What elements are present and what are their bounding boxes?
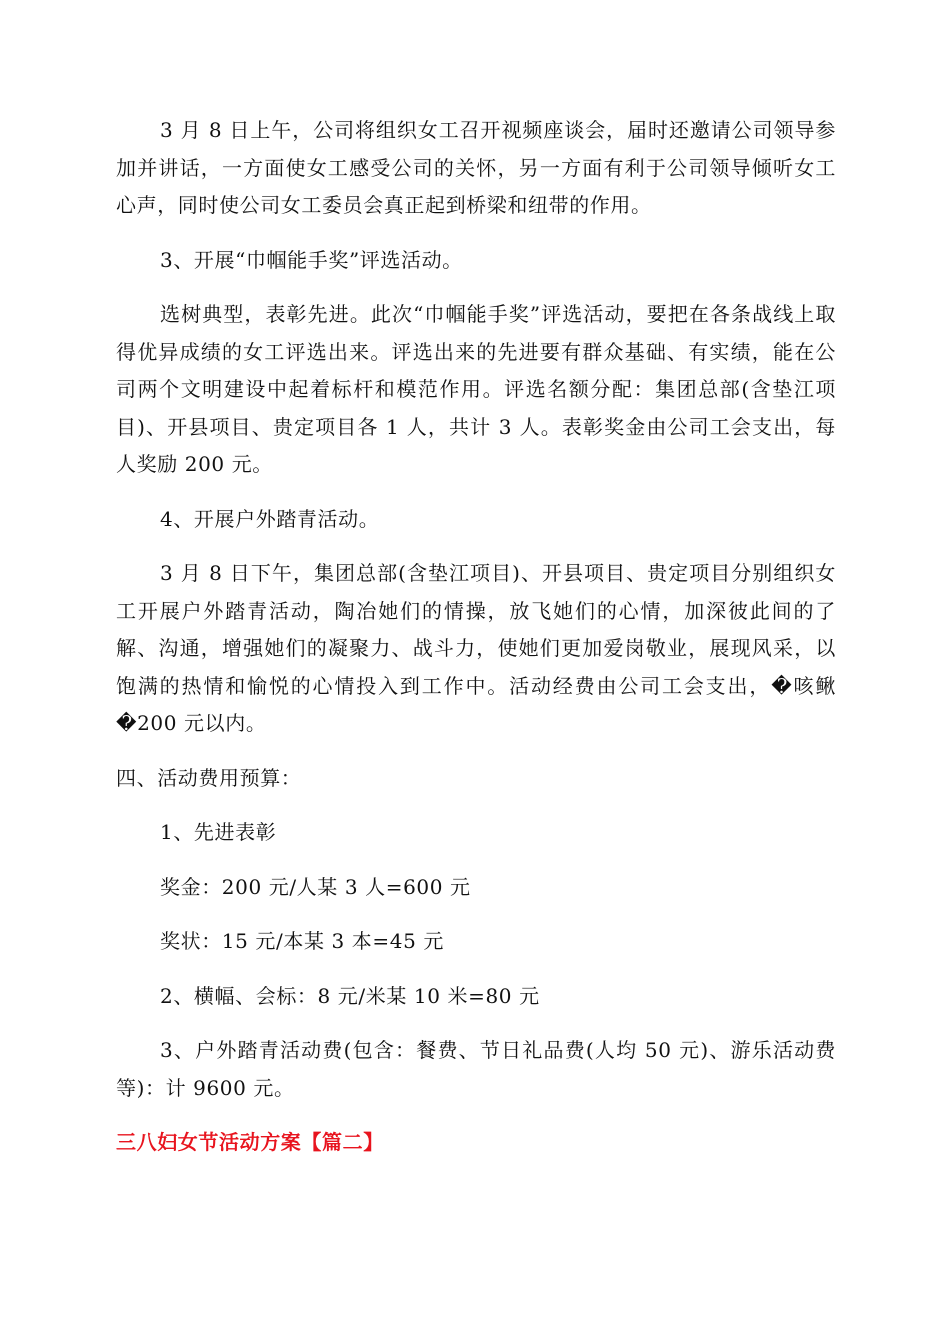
paragraph-budget-bonus: 奖金：200 元/人某 3 人=600 元	[160, 874, 471, 899]
paragraph-budget-certificate: 奖状：15 元/本某 3 本=45 元	[160, 929, 444, 953]
paragraph-outing-details: 3 月 8 日下午，集团总部(含垫江项目)、开县项目、贵定项目分别组织女工开展户外踏青活动，陶冶她们的情操，放飞她们的心情，加深彼此间的了解、沟通，增强她们的凝聚力、战斗力，使她们更加爱岗敬业，展现风采，以饱满的热情和愉悦的心情投入到工作中。活动经费由公司工会支出，�咳鳅�200 元以内。	[116, 561, 836, 735]
paragraph-award-title: 3、开展“巾帼能手奖”评选活动。	[160, 247, 463, 272]
paragraph-award-details: 选树典型，表彰先进。此次“巾帼能手奖”评选活动，要把在各条战线上取得优异成绩的女工评选出来。评选出来的先进要有群众基础、有实绩，能在公司两个文明建设中起着标杆和模范作用。评选名额分配：集团总部(含垫江项目)、开县项目、贵定项目各 1 人，共计 3 人。表彰奖金由公司工会支出，每人奖励 200 元。	[116, 302, 836, 476]
paragraph-budget-banner: 2、横幅、会标：8 元/米某 10 米=80 元	[160, 983, 540, 1008]
paragraph-budget-heading: 四、活动费用预算：	[116, 765, 302, 790]
section-heading: 三八妇女节活动方案【篇二】	[116, 1130, 384, 1154]
paragraph-outing-title: 4、开展户外踏青活动。	[160, 506, 380, 531]
paragraph-video-meeting: 3 月 8 日上午，公司将组织女工召开视频座谈会，届时还邀请公司领导参加并讲话，一方面使女工感受公司的关怀，另一方面有利于公司领导倾听女工心声，同时使公司女工委员会真正起到桥梁和纽带的作用。	[116, 118, 836, 217]
paragraph-budget-commendation: 1、先进表彰	[160, 820, 277, 844]
paragraph-budget-outing: 3、户外踏青活动费(包含：餐费、节日礼品费(人均 50 元)、游乐活动费等)：计 9600 元。	[116, 1038, 836, 1100]
document-body	[116, 112, 836, 1124]
